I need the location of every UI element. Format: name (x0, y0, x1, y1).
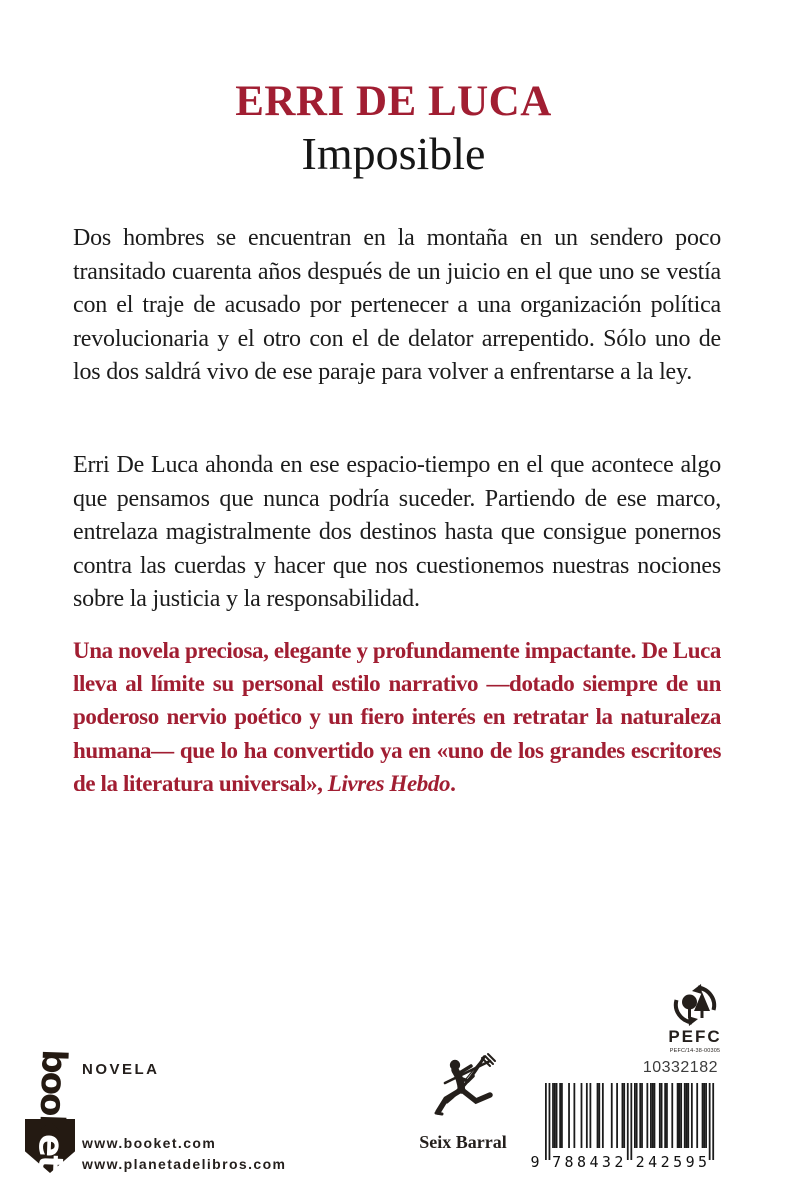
review-source: Livres Hebdo (327, 770, 451, 796)
svg-text:2: 2 (635, 1153, 645, 1171)
archer-icon (433, 1050, 497, 1128)
svg-text:5: 5 (697, 1153, 708, 1171)
svg-text:2: 2 (614, 1153, 624, 1171)
review-text: Una novela preciosa, elegante y profundamente impactante. De Luca lleva al límite su personal estilo narrativo —dotado siempre de un poderoso nervio poético y un fiero interés en retratar la naturaleza humana— que lo ha convertido ya en «uno de los grandes escritores de la literatura universal», (73, 638, 721, 796)
booket-url: www.booket.com (82, 1135, 217, 1151)
booket-wordmark-black: book (31, 1048, 74, 1135)
svg-text:4: 4 (589, 1153, 599, 1171)
svg-text:8: 8 (564, 1153, 574, 1171)
svg-text:4: 4 (648, 1153, 658, 1171)
book-title: Imposible (301, 128, 486, 179)
pefc-trees-icon (672, 984, 718, 1026)
svg-text:2: 2 (660, 1153, 670, 1171)
svg-text:9: 9 (530, 1153, 540, 1171)
pefc-code: PEFC/14-38-00305 (669, 1048, 721, 1054)
product-code: 10332182 (642, 1059, 718, 1076)
author-name: ERRI DE LUCA (235, 78, 552, 125)
svg-text:9: 9 (685, 1153, 695, 1171)
pefc-label: PEFC (668, 1027, 722, 1046)
booket-wordmark-white: et (29, 1133, 72, 1171)
pefc-logo (656, 984, 734, 1054)
category-label: NOVELA (82, 1061, 160, 1078)
ean-barcode-svg (527, 1083, 719, 1171)
review-suffix: . (450, 770, 456, 796)
svg-text:8: 8 (576, 1153, 587, 1171)
svg-text:5: 5 (673, 1153, 683, 1171)
review-quote (73, 634, 721, 800)
planetadelibros-url: www.planetadelibros.com (82, 1156, 287, 1172)
booket-wordmark (29, 1048, 74, 1171)
imprint-urls (82, 1133, 286, 1175)
publisher-name: Seix Barral (419, 1132, 507, 1152)
synopsis-paragraph-2: Erri De Luca ahonda en ese espacio-tiempo en el que acontece algo que pensamos que nunca podría suceder. Partiendo de ese marco, entrelaza magistralmente dos destinos hasta que consigue ponernos contra las cuerdas y hacer que nos cuestionemos nuestras nociones sobre la justicia y la responsabilidad. (73, 452, 721, 613)
svg-text:3: 3 (601, 1153, 611, 1171)
svg-text:7: 7 (552, 1153, 562, 1171)
synopsis-paragraph-1: Dos hombres se encuentran en la montaña en un sendero poco transitado cuarenta años después de un juicio en el que uno se vestía con el traje de acusado por pertenecer a una organización política revolucionaria y el otro con el de delator arrepentido. Sólo uno de los dos saldrá vivo de ese paraje para volver a enfrentarse a la ley. (73, 225, 721, 386)
